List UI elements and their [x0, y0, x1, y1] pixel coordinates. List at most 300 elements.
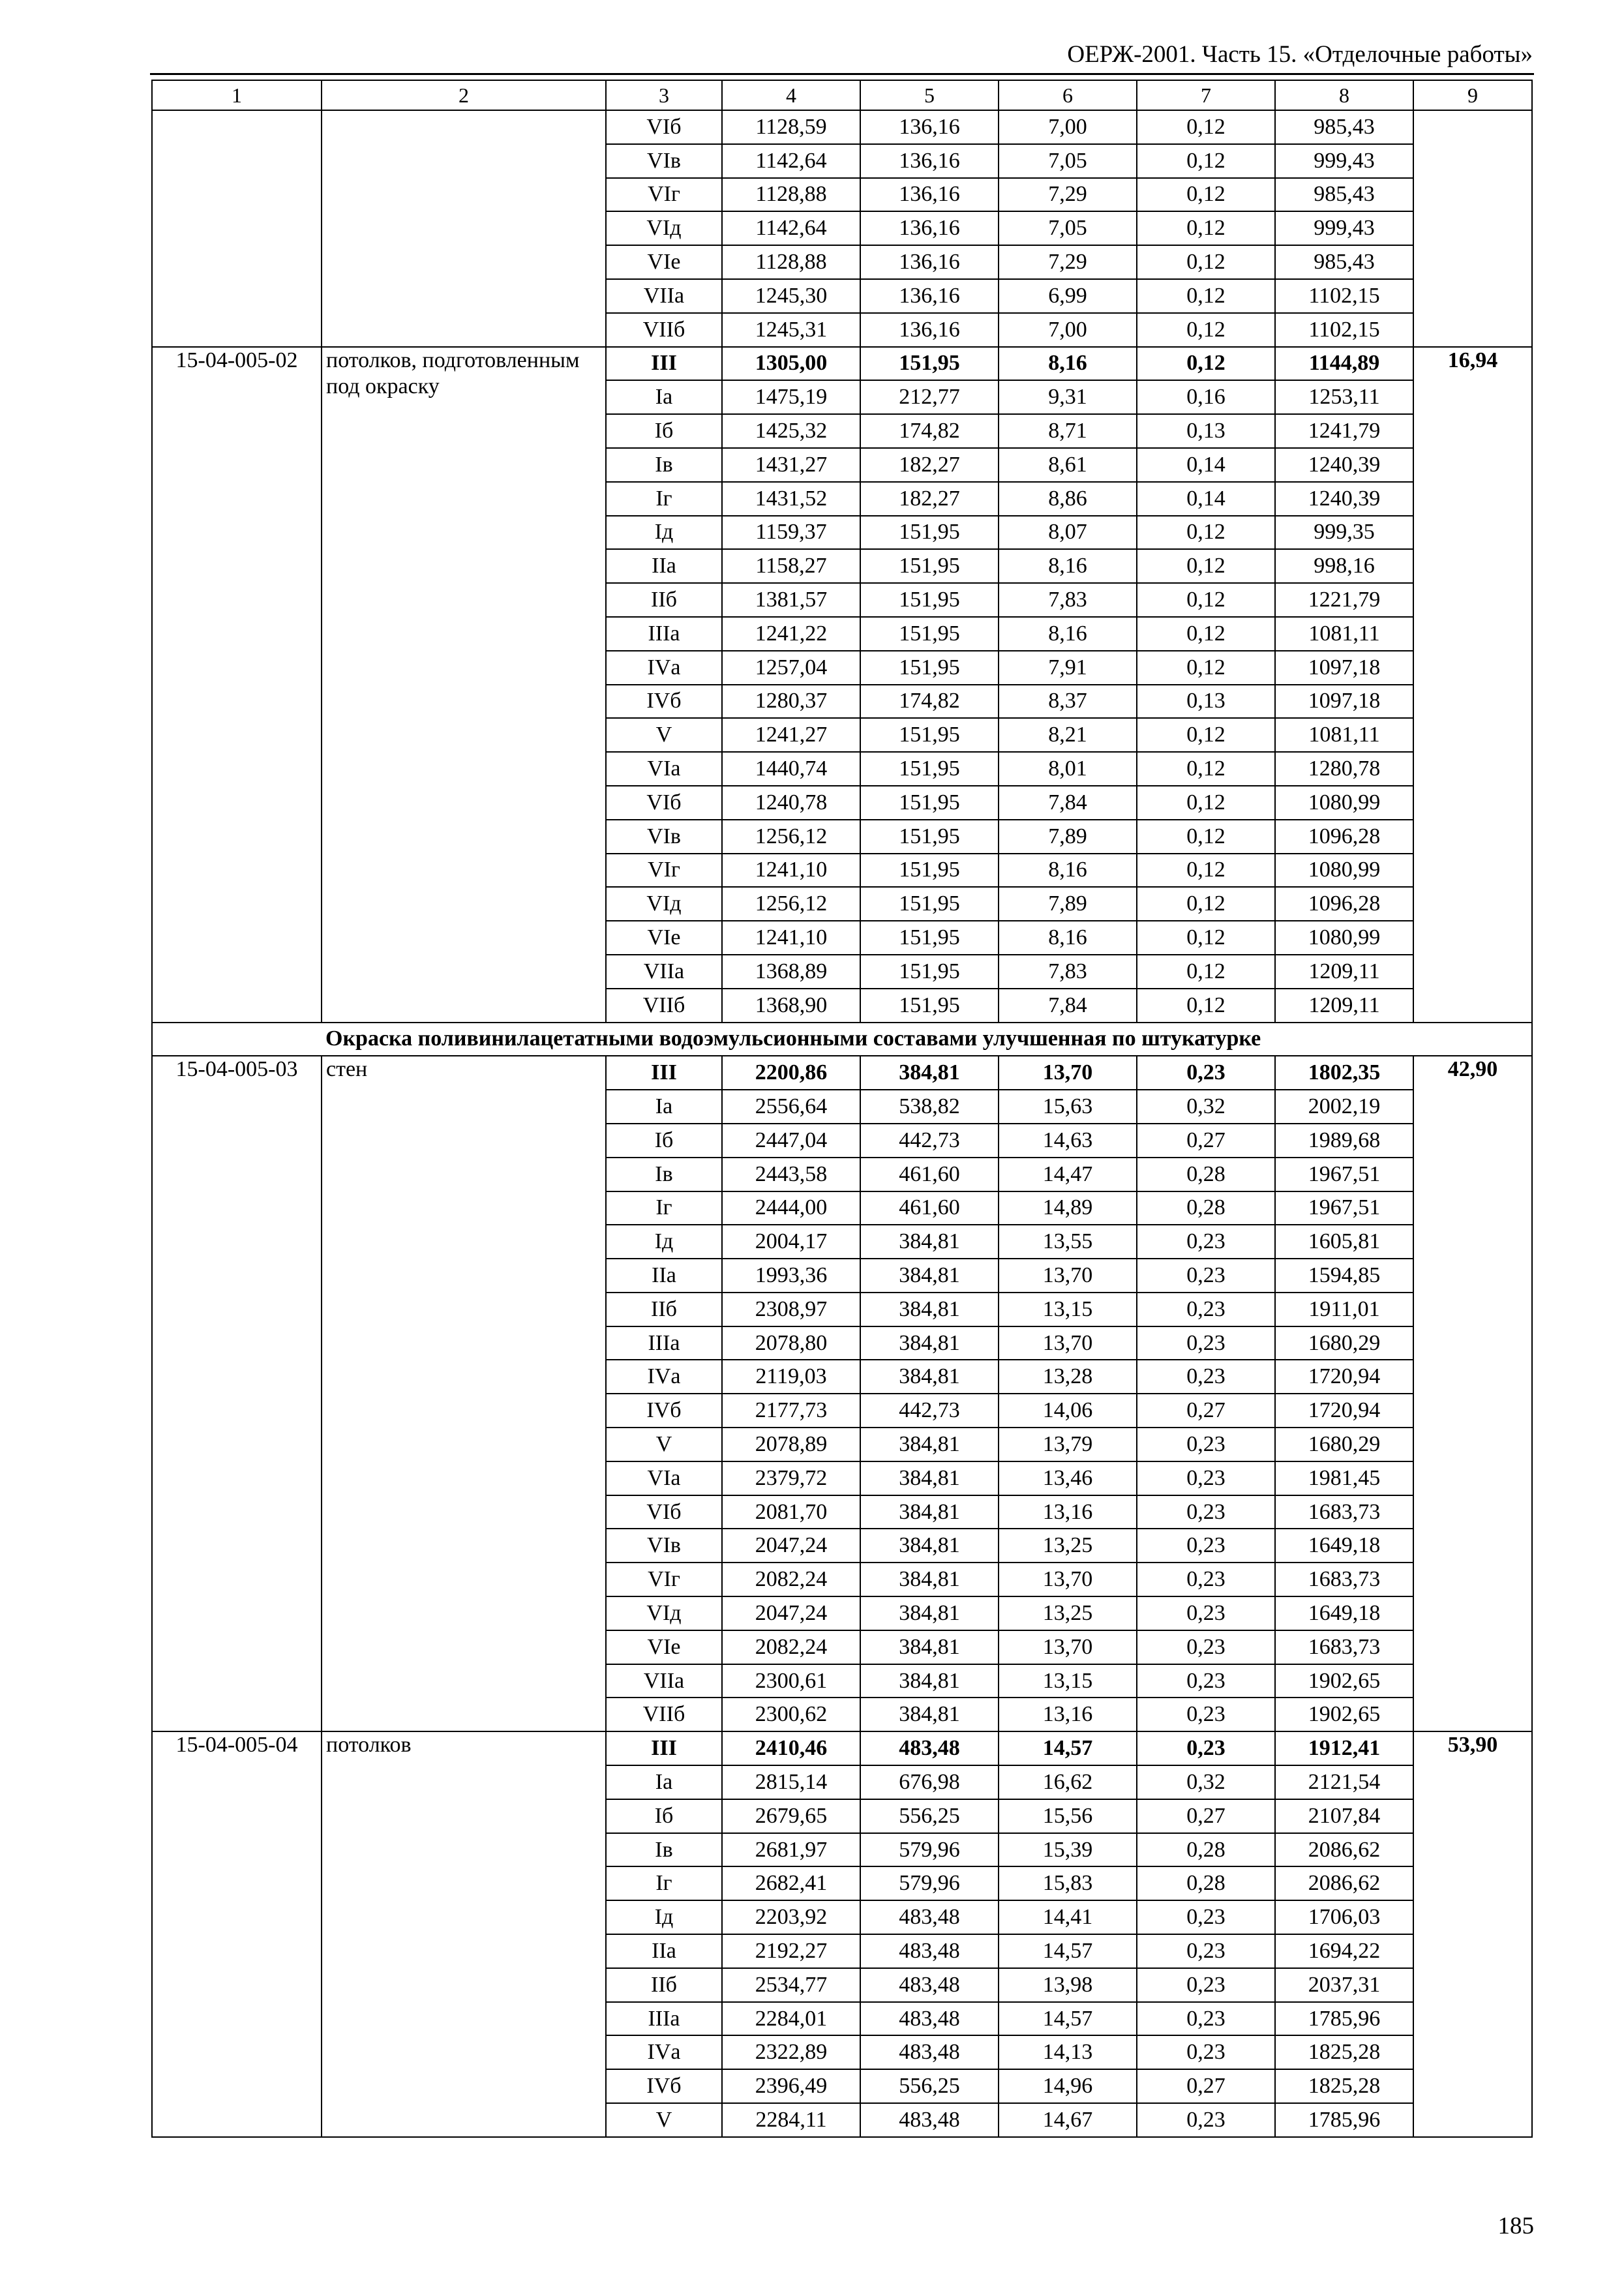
- value-cell: 2322,89: [722, 2035, 860, 2069]
- column-number-header: 8: [1275, 80, 1413, 110]
- value-cell: 2192,27: [722, 1934, 860, 1968]
- value-cell: IVб: [606, 1394, 722, 1428]
- value-cell: 13,25: [999, 1596, 1137, 1630]
- value-cell: 1967,51: [1275, 1191, 1413, 1225]
- value-cell: 0,23: [1137, 1056, 1275, 1090]
- value-cell: 384,81: [860, 1428, 999, 1461]
- value-cell: 1683,73: [1275, 1630, 1413, 1664]
- table-row: [152, 1731, 1532, 1765]
- value-cell: 0,23: [1137, 1698, 1275, 1731]
- value-cell: 1605,81: [1275, 1225, 1413, 1259]
- value-cell: Iа: [606, 1765, 722, 1799]
- table-row: [152, 110, 1532, 144]
- value-cell: VIв: [606, 144, 722, 178]
- value-cell: 2047,24: [722, 1596, 860, 1630]
- value-cell: 13,15: [999, 1293, 1137, 1326]
- value-cell: 1241,27: [722, 718, 860, 752]
- value-cell: 0,23: [1137, 1495, 1275, 1529]
- value-cell: 1280,78: [1275, 752, 1413, 786]
- value-cell: 985,43: [1275, 178, 1413, 212]
- value-cell: 7,00: [999, 313, 1137, 347]
- name-cell: [322, 110, 606, 347]
- value-cell: 384,81: [860, 1259, 999, 1293]
- value-cell: 151,95: [860, 583, 999, 617]
- section-empty-cell: [152, 1023, 322, 1056]
- value-cell: VIе: [606, 245, 722, 279]
- value-cell: 182,27: [860, 482, 999, 516]
- value-cell: 0,12: [1137, 110, 1275, 144]
- value-cell: 0,12: [1137, 583, 1275, 617]
- column-number-header: 3: [606, 80, 722, 110]
- value-cell: 8,21: [999, 718, 1137, 752]
- value-cell: 2556,64: [722, 1090, 860, 1124]
- value-cell: 9,31: [999, 380, 1137, 414]
- value-cell: 384,81: [860, 1293, 999, 1326]
- code-cell: 15-04-005-04: [152, 1731, 322, 2137]
- value-cell: 1144,89: [1275, 347, 1413, 381]
- value-cell: 384,81: [860, 1563, 999, 1596]
- value-cell: 2200,86: [722, 1056, 860, 1090]
- value-cell: 136,16: [860, 144, 999, 178]
- value-cell: VIб: [606, 786, 722, 820]
- value-cell: Iд: [606, 1225, 722, 1259]
- value-cell: 1381,57: [722, 583, 860, 617]
- value-cell: VIIб: [606, 989, 722, 1023]
- value-cell: 2300,62: [722, 1698, 860, 1731]
- value-cell: VIе: [606, 921, 722, 955]
- value-cell: VIг: [606, 1563, 722, 1596]
- value-cell: 0,12: [1137, 279, 1275, 313]
- value-cell: 1785,96: [1275, 2002, 1413, 2036]
- value-cell: 1825,28: [1275, 2035, 1413, 2069]
- value-cell: 999,43: [1275, 144, 1413, 178]
- value-cell: 1241,22: [722, 617, 860, 651]
- value-cell: 1649,18: [1275, 1596, 1413, 1630]
- name-cell: потолков: [322, 1731, 606, 2137]
- value-cell: 0,23: [1137, 2002, 1275, 2036]
- value-cell: 2815,14: [722, 1765, 860, 1799]
- value-cell: IVб: [606, 2069, 722, 2103]
- code-cell: [152, 110, 322, 347]
- value-cell: 151,95: [860, 617, 999, 651]
- value-cell: 1911,01: [1275, 1293, 1413, 1326]
- value-cell: 2682,41: [722, 1866, 860, 1900]
- value-cell: 384,81: [860, 1495, 999, 1529]
- value-cell: 384,81: [860, 1664, 999, 1698]
- value-cell: 1096,28: [1275, 887, 1413, 921]
- value-cell: 384,81: [860, 1225, 999, 1259]
- value-cell: 174,82: [860, 414, 999, 448]
- value-cell: 1158,27: [722, 549, 860, 583]
- value-cell: 461,60: [860, 1191, 999, 1225]
- value-cell: 2082,24: [722, 1630, 860, 1664]
- value-cell: 483,48: [860, 1900, 999, 1934]
- value-cell: 1981,45: [1275, 1461, 1413, 1495]
- value-cell: VIIа: [606, 955, 722, 989]
- value-cell: V: [606, 718, 722, 752]
- value-cell: 1256,12: [722, 887, 860, 921]
- value-cell: IIб: [606, 1293, 722, 1326]
- value-cell: 2086,62: [1275, 1866, 1413, 1900]
- value-cell: 8,07: [999, 516, 1137, 550]
- value-cell: 0,23: [1137, 1900, 1275, 1934]
- value-cell: 1128,88: [722, 178, 860, 212]
- value-cell: 1440,74: [722, 752, 860, 786]
- value-cell: VIа: [606, 1461, 722, 1495]
- value-cell: 8,01: [999, 752, 1137, 786]
- value-cell: 136,16: [860, 279, 999, 313]
- table-row: [152, 347, 1532, 381]
- value-cell: 442,73: [860, 1124, 999, 1158]
- value-cell: Iд: [606, 1900, 722, 1934]
- value-cell: VIб: [606, 1495, 722, 1529]
- value-cell: 2081,70: [722, 1495, 860, 1529]
- value-cell: 676,98: [860, 1765, 999, 1799]
- value-cell: 1825,28: [1275, 2069, 1413, 2103]
- value-cell: 0,23: [1137, 1428, 1275, 1461]
- page-header-title: ОЕРЖ-2001. Часть 15. «Отделочные работы»: [1067, 41, 1533, 68]
- value-cell: 0,12: [1137, 752, 1275, 786]
- value-cell: 1128,59: [722, 110, 860, 144]
- column-number-header: 7: [1137, 80, 1275, 110]
- column-number-header: 4: [722, 80, 860, 110]
- value-cell: 0,23: [1137, 1934, 1275, 1968]
- value-cell: 1425,32: [722, 414, 860, 448]
- value-cell: 1475,19: [722, 380, 860, 414]
- name-cell: потолков, подготовленным под окраску: [322, 347, 606, 1023]
- rates-table: [151, 80, 1533, 2138]
- value-cell: 2444,00: [722, 1191, 860, 1225]
- column-number-header: 1: [152, 80, 322, 110]
- value-cell: 384,81: [860, 1326, 999, 1360]
- value-cell: 2396,49: [722, 2069, 860, 2103]
- value-cell: 13,70: [999, 1326, 1137, 1360]
- header-rule: [150, 73, 1534, 75]
- value-cell: 0,12: [1137, 211, 1275, 245]
- value-cell: 1368,89: [722, 955, 860, 989]
- value-cell: VIIб: [606, 1698, 722, 1731]
- value-cell: Iа: [606, 380, 722, 414]
- page-number: 185: [1497, 2213, 1534, 2239]
- value-cell: 174,82: [860, 685, 999, 719]
- value-cell: 0,23: [1137, 1664, 1275, 1698]
- value-cell: 1080,99: [1275, 786, 1413, 820]
- section-heading: Окраска поливинилацетатными водоэмульсионными составами улучшенная по штукатурке: [322, 1023, 1532, 1056]
- value-cell: 2047,24: [722, 1529, 860, 1563]
- value-cell: 151,95: [860, 887, 999, 921]
- value-cell: 0,27: [1137, 1394, 1275, 1428]
- value-cell: 8,16: [999, 549, 1137, 583]
- column-number-header: 5: [860, 80, 999, 110]
- value-cell: 0,28: [1137, 1158, 1275, 1191]
- value-cell: 14,63: [999, 1124, 1137, 1158]
- value-cell: 0,14: [1137, 448, 1275, 482]
- value-cell: VIIа: [606, 279, 722, 313]
- value-cell: 2284,01: [722, 2002, 860, 2036]
- value-cell: 384,81: [860, 1056, 999, 1090]
- value-cell: IVа: [606, 1360, 722, 1394]
- value-cell: 1431,27: [722, 448, 860, 482]
- value-cell: 985,43: [1275, 110, 1413, 144]
- value-cell: Iб: [606, 1124, 722, 1158]
- value-cell: 15,56: [999, 1799, 1137, 1833]
- value-cell: 151,95: [860, 854, 999, 888]
- value-cell: 151,95: [860, 516, 999, 550]
- value-cell: 1912,41: [1275, 1731, 1413, 1765]
- value-cell: 6,99: [999, 279, 1137, 313]
- value-cell: 1128,88: [722, 245, 860, 279]
- value-cell: 0,14: [1137, 482, 1275, 516]
- value-cell: 0,23: [1137, 1968, 1275, 2002]
- value-cell: 14,13: [999, 2035, 1137, 2069]
- value-cell: 13,70: [999, 1056, 1137, 1090]
- value-cell: 0,12: [1137, 854, 1275, 888]
- value-cell: 0,12: [1137, 786, 1275, 820]
- value-cell: 483,48: [860, 1731, 999, 1765]
- value-cell: 13,70: [999, 1630, 1137, 1664]
- value-cell: 13,55: [999, 1225, 1137, 1259]
- value-cell: 579,96: [860, 1866, 999, 1900]
- value-cell: 1221,79: [1275, 583, 1413, 617]
- col9-cell: 16,94: [1413, 347, 1532, 1023]
- value-cell: 1683,73: [1275, 1495, 1413, 1529]
- value-cell: 1245,30: [722, 279, 860, 313]
- value-cell: 1594,85: [1275, 1259, 1413, 1293]
- value-cell: 14,47: [999, 1158, 1137, 1191]
- value-cell: 2082,24: [722, 1563, 860, 1596]
- value-cell: 13,98: [999, 1968, 1137, 2002]
- value-cell: 1989,68: [1275, 1124, 1413, 1158]
- value-cell: 1683,73: [1275, 1563, 1413, 1596]
- value-cell: 1680,29: [1275, 1428, 1413, 1461]
- value-cell: 13,25: [999, 1529, 1137, 1563]
- col9-cell: 42,90: [1413, 1056, 1532, 1731]
- value-cell: 0,23: [1137, 1225, 1275, 1259]
- value-cell: 7,91: [999, 651, 1137, 685]
- value-cell: IVа: [606, 651, 722, 685]
- col9-cell: 53,90: [1413, 1731, 1532, 2137]
- value-cell: VIв: [606, 820, 722, 854]
- value-cell: 556,25: [860, 2069, 999, 2103]
- value-cell: 384,81: [860, 1596, 999, 1630]
- value-cell: 151,95: [860, 549, 999, 583]
- value-cell: Iб: [606, 414, 722, 448]
- value-cell: 1694,22: [1275, 1934, 1413, 1968]
- section-row: [152, 1023, 1532, 1056]
- value-cell: 14,57: [999, 1934, 1137, 1968]
- value-cell: 136,16: [860, 178, 999, 212]
- value-cell: 442,73: [860, 1394, 999, 1428]
- value-cell: 999,43: [1275, 211, 1413, 245]
- value-cell: 13,70: [999, 1563, 1137, 1596]
- value-cell: 1142,64: [722, 144, 860, 178]
- value-cell: VIа: [606, 752, 722, 786]
- value-cell: 0,27: [1137, 1799, 1275, 1833]
- value-cell: 1241,79: [1275, 414, 1413, 448]
- value-cell: 14,67: [999, 2103, 1137, 2137]
- value-cell: 0,28: [1137, 1191, 1275, 1225]
- value-cell: 483,48: [860, 2035, 999, 2069]
- value-cell: 0,12: [1137, 144, 1275, 178]
- value-cell: 1368,90: [722, 989, 860, 1023]
- value-cell: 151,95: [860, 752, 999, 786]
- value-cell: 14,57: [999, 2002, 1137, 2036]
- value-cell: 2037,31: [1275, 1968, 1413, 2002]
- value-cell: 1902,65: [1275, 1664, 1413, 1698]
- value-cell: 461,60: [860, 1158, 999, 1191]
- value-cell: 1802,35: [1275, 1056, 1413, 1090]
- value-cell: 0,23: [1137, 1596, 1275, 1630]
- value-cell: IIб: [606, 583, 722, 617]
- value-cell: Iв: [606, 1158, 722, 1191]
- value-cell: 2119,03: [722, 1360, 860, 1394]
- value-cell: 0,12: [1137, 313, 1275, 347]
- value-cell: 15,83: [999, 1866, 1137, 1900]
- value-cell: 483,48: [860, 2002, 999, 2036]
- value-cell: 1080,99: [1275, 921, 1413, 955]
- value-cell: 0,12: [1137, 955, 1275, 989]
- value-cell: 0,32: [1137, 1765, 1275, 1799]
- value-cell: 0,23: [1137, 1529, 1275, 1563]
- value-cell: VIд: [606, 1596, 722, 1630]
- value-cell: Iб: [606, 1799, 722, 1833]
- value-cell: IVб: [606, 685, 722, 719]
- value-cell: 2300,61: [722, 1664, 860, 1698]
- value-cell: 1097,18: [1275, 685, 1413, 719]
- value-cell: 1102,15: [1275, 313, 1413, 347]
- value-cell: 2534,77: [722, 1968, 860, 2002]
- value-cell: 1240,39: [1275, 448, 1413, 482]
- value-cell: 2078,89: [722, 1428, 860, 1461]
- value-cell: 483,48: [860, 1934, 999, 1968]
- value-cell: 0,23: [1137, 2035, 1275, 2069]
- value-cell: 0,12: [1137, 921, 1275, 955]
- value-cell: 15,39: [999, 1833, 1137, 1867]
- value-cell: 384,81: [860, 1698, 999, 1731]
- value-cell: 7,84: [999, 786, 1137, 820]
- value-cell: Iг: [606, 1866, 722, 1900]
- column-number-header: 6: [999, 80, 1137, 110]
- value-cell: 0,12: [1137, 347, 1275, 381]
- value-cell: 0,12: [1137, 820, 1275, 854]
- value-cell: 2681,97: [722, 1833, 860, 1867]
- value-cell: IIIа: [606, 2002, 722, 2036]
- value-cell: 2447,04: [722, 1124, 860, 1158]
- value-cell: 14,89: [999, 1191, 1137, 1225]
- value-cell: 13,16: [999, 1495, 1137, 1529]
- column-number-header: 2: [322, 80, 606, 110]
- value-cell: 2284,11: [722, 2103, 860, 2137]
- value-cell: 136,16: [860, 110, 999, 144]
- value-cell: 0,12: [1137, 651, 1275, 685]
- value-cell: IIа: [606, 549, 722, 583]
- value-cell: VIв: [606, 1529, 722, 1563]
- value-cell: 1081,11: [1275, 718, 1413, 752]
- value-cell: VIд: [606, 211, 722, 245]
- value-cell: 8,16: [999, 921, 1137, 955]
- value-cell: 14,06: [999, 1394, 1137, 1428]
- value-cell: VIIа: [606, 1664, 722, 1698]
- column-number-row: [152, 80, 1532, 110]
- value-cell: 0,12: [1137, 617, 1275, 651]
- value-cell: 7,29: [999, 245, 1137, 279]
- value-cell: 1649,18: [1275, 1529, 1413, 1563]
- value-cell: Iг: [606, 482, 722, 516]
- name-cell: стен: [322, 1056, 606, 1731]
- value-cell: 2379,72: [722, 1461, 860, 1495]
- value-cell: 1720,94: [1275, 1360, 1413, 1394]
- value-cell: 7,83: [999, 583, 1137, 617]
- value-cell: 2203,92: [722, 1900, 860, 1934]
- value-cell: 8,86: [999, 482, 1137, 516]
- value-cell: III: [606, 1056, 722, 1090]
- value-cell: IIа: [606, 1259, 722, 1293]
- value-cell: 13,16: [999, 1698, 1137, 1731]
- value-cell: 998,16: [1275, 549, 1413, 583]
- value-cell: 1240,39: [1275, 482, 1413, 516]
- column-number-header: 9: [1413, 80, 1532, 110]
- value-cell: 579,96: [860, 1833, 999, 1867]
- value-cell: 151,95: [860, 718, 999, 752]
- value-cell: VIе: [606, 1630, 722, 1664]
- value-cell: 1305,00: [722, 347, 860, 381]
- value-cell: 0,12: [1137, 245, 1275, 279]
- value-cell: VIг: [606, 178, 722, 212]
- value-cell: 1902,65: [1275, 1698, 1413, 1731]
- value-cell: Iг: [606, 1191, 722, 1225]
- value-cell: 1142,64: [722, 211, 860, 245]
- value-cell: 0,12: [1137, 549, 1275, 583]
- value-cell: 483,48: [860, 1968, 999, 2002]
- value-cell: 0,23: [1137, 1461, 1275, 1495]
- value-cell: 0,23: [1137, 1259, 1275, 1293]
- value-cell: 0,23: [1137, 1563, 1275, 1596]
- value-cell: 2121,54: [1275, 1765, 1413, 1799]
- value-cell: 2078,80: [722, 1326, 860, 1360]
- value-cell: 1257,04: [722, 651, 860, 685]
- table-row: [152, 1056, 1532, 1090]
- value-cell: 8,61: [999, 448, 1137, 482]
- value-cell: 0,23: [1137, 1293, 1275, 1326]
- value-cell: 1967,51: [1275, 1158, 1413, 1191]
- value-cell: 0,23: [1137, 1326, 1275, 1360]
- value-cell: 16,62: [999, 1765, 1137, 1799]
- value-cell: IVа: [606, 2035, 722, 2069]
- value-cell: 1159,37: [722, 516, 860, 550]
- value-cell: Iа: [606, 1090, 722, 1124]
- value-cell: 1706,03: [1275, 1900, 1413, 1934]
- value-cell: 7,29: [999, 178, 1137, 212]
- value-cell: 8,16: [999, 617, 1137, 651]
- value-cell: 0,23: [1137, 1630, 1275, 1664]
- value-cell: VIд: [606, 887, 722, 921]
- value-cell: 151,95: [860, 347, 999, 381]
- value-cell: 384,81: [860, 1529, 999, 1563]
- value-cell: 0,23: [1137, 2103, 1275, 2137]
- value-cell: 13,46: [999, 1461, 1137, 1495]
- value-cell: 1245,31: [722, 313, 860, 347]
- value-cell: III: [606, 1731, 722, 1765]
- value-cell: 2410,46: [722, 1731, 860, 1765]
- value-cell: 0,16: [1137, 380, 1275, 414]
- value-cell: 151,95: [860, 955, 999, 989]
- value-cell: 1096,28: [1275, 820, 1413, 854]
- value-cell: 7,84: [999, 989, 1137, 1023]
- value-cell: VIб: [606, 110, 722, 144]
- col9-cell: [1413, 110, 1532, 347]
- value-cell: 0,28: [1137, 1833, 1275, 1867]
- value-cell: 1209,11: [1275, 955, 1413, 989]
